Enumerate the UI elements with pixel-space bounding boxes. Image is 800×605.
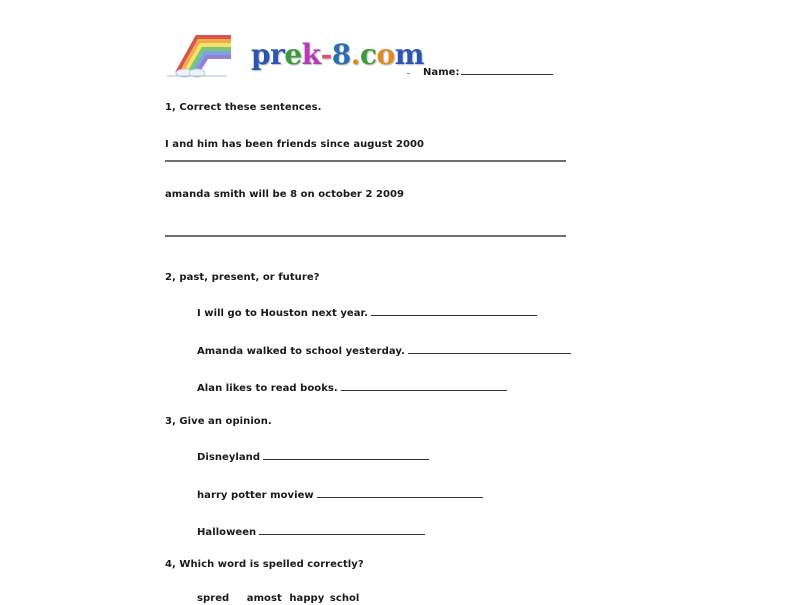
q3-item-text: Halloween — [197, 527, 257, 538]
q4-word: happy — [289, 593, 325, 604]
q2-item-text: I will go to Houston next year. — [197, 308, 368, 319]
q2-item-text: Amanda walked to school yesterday. — [197, 346, 405, 357]
q1-title: 1, Correct these sentences. — [165, 102, 322, 113]
logo-char: - — [320, 38, 332, 71]
logo-char: p — [251, 38, 271, 71]
q3-item-2 — [197, 488, 483, 502]
q3-answer-blank[interactable] — [317, 488, 483, 498]
q3-title: 3, Give an opinion. — [165, 416, 272, 427]
q2-title: 2, past, present, or future? — [165, 272, 320, 283]
name-field[interactable] — [423, 65, 553, 79]
q2-item-1 — [197, 306, 537, 320]
logo-char: m — [394, 38, 424, 71]
name-blank[interactable] — [461, 65, 553, 75]
q2-answer-blank[interactable] — [408, 344, 571, 354]
q3-item-text: Disneyland — [197, 452, 261, 463]
q1-answer-line-2[interactable] — [165, 235, 566, 237]
logo-char: c — [359, 38, 377, 71]
q2-answer-blank[interactable] — [371, 306, 537, 316]
q1-answer-line-1[interactable] — [165, 160, 566, 162]
rainbow-logo-icon — [165, 33, 235, 78]
q4-word: schol — [329, 593, 360, 604]
logo-char: o — [376, 38, 395, 71]
q4-title: 4, Which word is spelled correctly? — [165, 559, 364, 570]
logo-char: . — [350, 38, 360, 71]
q3-answer-blank[interactable] — [263, 450, 429, 460]
q2-item-2 — [197, 344, 571, 358]
q3-item-3 — [197, 525, 425, 539]
logo-char: r — [270, 38, 285, 71]
q2-item-3 — [197, 381, 507, 395]
name-label: Name: — [423, 67, 460, 78]
q4-word: amost — [246, 593, 282, 604]
logo-char: 8 — [331, 38, 351, 71]
q2-item-text: Alan likes to read books. — [197, 383, 338, 394]
q4-word: spred — [197, 593, 230, 604]
q3-item-text: harry potter moview — [197, 490, 314, 501]
site-logo — [251, 38, 424, 71]
logo-dot-mark — [407, 73, 410, 74]
q4-word-options — [197, 593, 359, 605]
q1-sentence-2: amanda smith will be 8 on october 2 2009 — [165, 189, 405, 200]
logo-char: e — [284, 38, 302, 71]
q3-item-1 — [197, 450, 429, 464]
logo-char: k — [301, 38, 321, 71]
q1-sentence-1: I and him has been friends since august 2000 — [165, 139, 425, 150]
q2-answer-blank[interactable] — [341, 381, 507, 391]
q3-answer-blank[interactable] — [259, 525, 425, 535]
